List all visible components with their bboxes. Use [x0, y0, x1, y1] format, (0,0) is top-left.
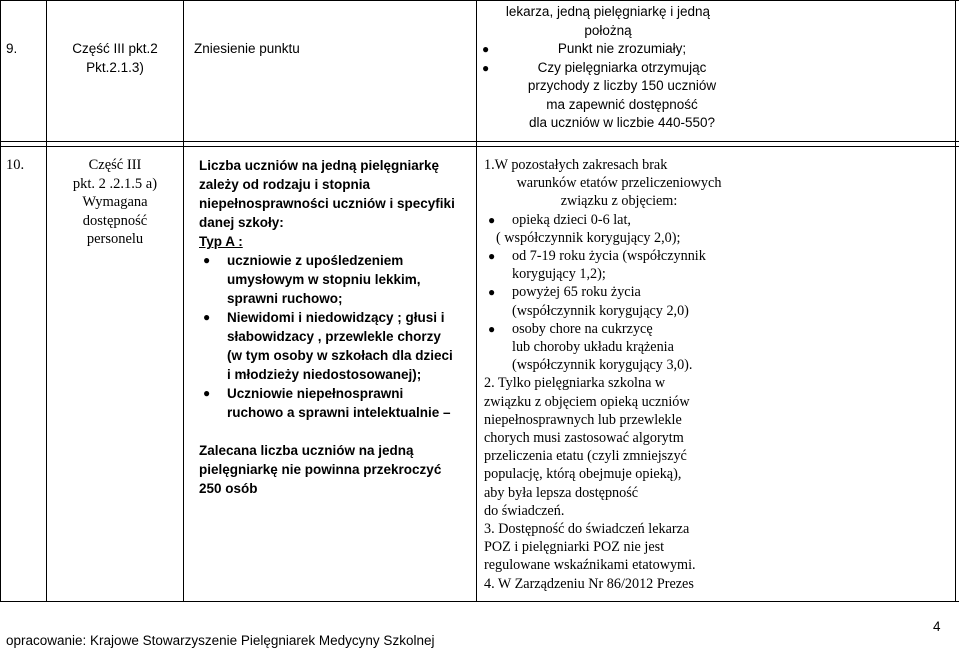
bullet-line: ma zapewnić dostępność — [546, 96, 698, 112]
footer-author — [6, 633, 434, 648]
bullet-line: opieką dzieci 0-6 lat, — [512, 211, 631, 228]
list-item — [199, 251, 474, 308]
comment-line: chorych musi zastosować algorytm — [484, 430, 684, 447]
bullet-icon: ● — [203, 310, 211, 324]
bullet-icon: ● — [203, 386, 211, 400]
change-line: niepełnosprawności uczniów i specyfiki — [199, 196, 455, 211]
row-10-section — [47, 156, 183, 249]
bullet-line: dla uczniów w liczbie 440-550? — [528, 115, 716, 130]
row-divider — [0, 146, 959, 147]
change-line: danej szkoły: — [199, 215, 284, 230]
bullet-line: ruchowo a sprawni intelektualnie – — [227, 405, 451, 420]
bullet-line: osoby chore na cukrzycę — [512, 320, 653, 337]
page-number-text: 4 — [933, 619, 941, 634]
comment-line: lekarza, jedną pielęgniarkę i jedną — [505, 4, 711, 19]
bullet-line: ( współczynnik korygujący 2,0); — [496, 229, 681, 246]
bullet-line: Punkt nie zrozumiały; — [557, 41, 687, 56]
column-divider — [0, 0, 1, 602]
bullet-line: (współczynnik korygujący 2,0) — [512, 302, 689, 319]
comment-line: 3. Dostępność do świadczeń lekarza — [484, 521, 690, 538]
section-line: dostępność — [82, 212, 148, 229]
bullet-icon: ● — [203, 253, 211, 267]
section-line: Pkt.2.1.3) — [86, 59, 144, 75]
section-line: pkt. 2 .2.1.5 a) — [72, 175, 158, 192]
table-bottom-border — [0, 601, 959, 602]
row-9-section — [47, 40, 183, 77]
row-number: 9. — [6, 41, 18, 56]
bullet-icon: ● — [488, 249, 496, 264]
comment-line: niepełnosprawnych lub przewlekle — [484, 411, 682, 428]
column-divider — [955, 0, 956, 602]
comment-line: związku z objęciem: — [560, 193, 678, 210]
bullet-line: od 7-19 roku życia (współczynnik — [512, 248, 706, 265]
bullet-line: i młodzieży niedostosowanej); — [227, 367, 422, 382]
row-divider — [0, 141, 959, 142]
bullet-line: słabowidzacy , przewlekle chorzy — [227, 329, 441, 344]
column-divider — [183, 0, 184, 602]
list-item — [484, 320, 754, 375]
comment-line: 2. Tylko pielęgniarka szkolna w — [484, 375, 666, 392]
row-10-number — [6, 156, 24, 175]
comment-line: związku z objęciem opieką uczniów — [484, 393, 690, 410]
bullet-icon: ● — [488, 285, 496, 300]
column-divider — [476, 0, 477, 602]
comment-line: warunków etatów przeliczeniowych — [516, 175, 722, 192]
column-divider — [46, 0, 47, 602]
list-item — [484, 247, 754, 283]
list-item — [478, 40, 738, 59]
row-9-number — [6, 40, 17, 59]
section-line: Część III — [88, 157, 142, 173]
comment-line: populację, którą obejmuje opieką), — [484, 466, 682, 483]
bullet-line: korygujący 1,2); — [512, 266, 606, 283]
bullet-icon: ● — [482, 42, 490, 56]
change-line: Liczba uczniów na jedną pielęgniarkę — [199, 158, 440, 173]
bullet-line: umysłowym w stopniu lekkim, — [227, 272, 421, 287]
row-10-comment — [484, 156, 754, 593]
comment-line: do świadczeń. — [484, 502, 565, 519]
bullet-line: Czy pielęgniarka otrzymując — [537, 59, 707, 75]
bullet-line: Niewidomi i niedowidzący ; głusi i — [227, 310, 445, 325]
recommendation-line: 250 osób — [199, 481, 258, 496]
footer-text: opracowanie: Krajowe Stowarzyszenie Pielęgniarek Medycyny Szkolnej — [6, 633, 435, 648]
recommendation-line: pielęgniarkę nie powinna przekroczyć — [199, 462, 442, 477]
list-item — [484, 283, 754, 319]
bullet-icon: ● — [488, 212, 496, 227]
row-number: 10. — [6, 157, 25, 173]
comment-line: położną — [584, 22, 632, 38]
bullet-line: (w tym osoby w szkołach dla dzieci — [227, 348, 453, 363]
comment-line: przeliczenia etatu (czyli zmniejszyć — [484, 448, 687, 465]
list-item — [199, 308, 474, 384]
bullet-line: (współczynnik korygujący 3,0). — [512, 357, 693, 374]
bullet-icon: ● — [482, 60, 490, 75]
comment-line: aby była lepsza dostępność — [484, 484, 639, 501]
list-item — [484, 211, 754, 247]
bullet-line: lub choroby układu krążenia — [512, 339, 674, 356]
section-line: personelu — [86, 231, 144, 247]
comment-line: regulowane wskaźnikami etatowymi. — [484, 557, 696, 574]
section-line: Wymagana — [82, 194, 148, 210]
comment-line: POZ i pielęgniarki POZ nie jest — [484, 539, 665, 556]
bullet-line: przychody z liczby 150 uczniów — [527, 78, 717, 93]
row-9-comment — [478, 3, 738, 133]
change-text: Zniesienie punktu — [194, 41, 300, 56]
recommendation-line: Zalecana liczba uczniów na jedną — [199, 443, 414, 458]
list-item — [199, 384, 474, 422]
page-number — [933, 619, 941, 634]
bullet-line: uczniowie z upośledzeniem — [227, 253, 404, 268]
bullet-icon: ● — [488, 321, 496, 336]
change-line: zależy od rodzaju i stopnia — [199, 177, 371, 192]
comment-line: 1.W pozostałych zakresach brak — [484, 157, 668, 173]
bullet-line: sprawni ruchowo; — [227, 291, 343, 306]
bullet-line: Uczniowie niepełnosprawni — [227, 386, 404, 401]
section-line: Część III pkt.2 — [72, 41, 158, 56]
comment-line: 4. W Zarządzeniu Nr 86/2012 Prezes — [484, 575, 694, 592]
row-10-change — [199, 156, 474, 498]
type-label: Typ A : — [199, 234, 243, 249]
row-9-change — [194, 40, 300, 59]
bullet-line: powyżej 65 roku życia — [512, 284, 641, 301]
list-item — [478, 59, 738, 133]
table-top-border — [0, 0, 959, 1]
